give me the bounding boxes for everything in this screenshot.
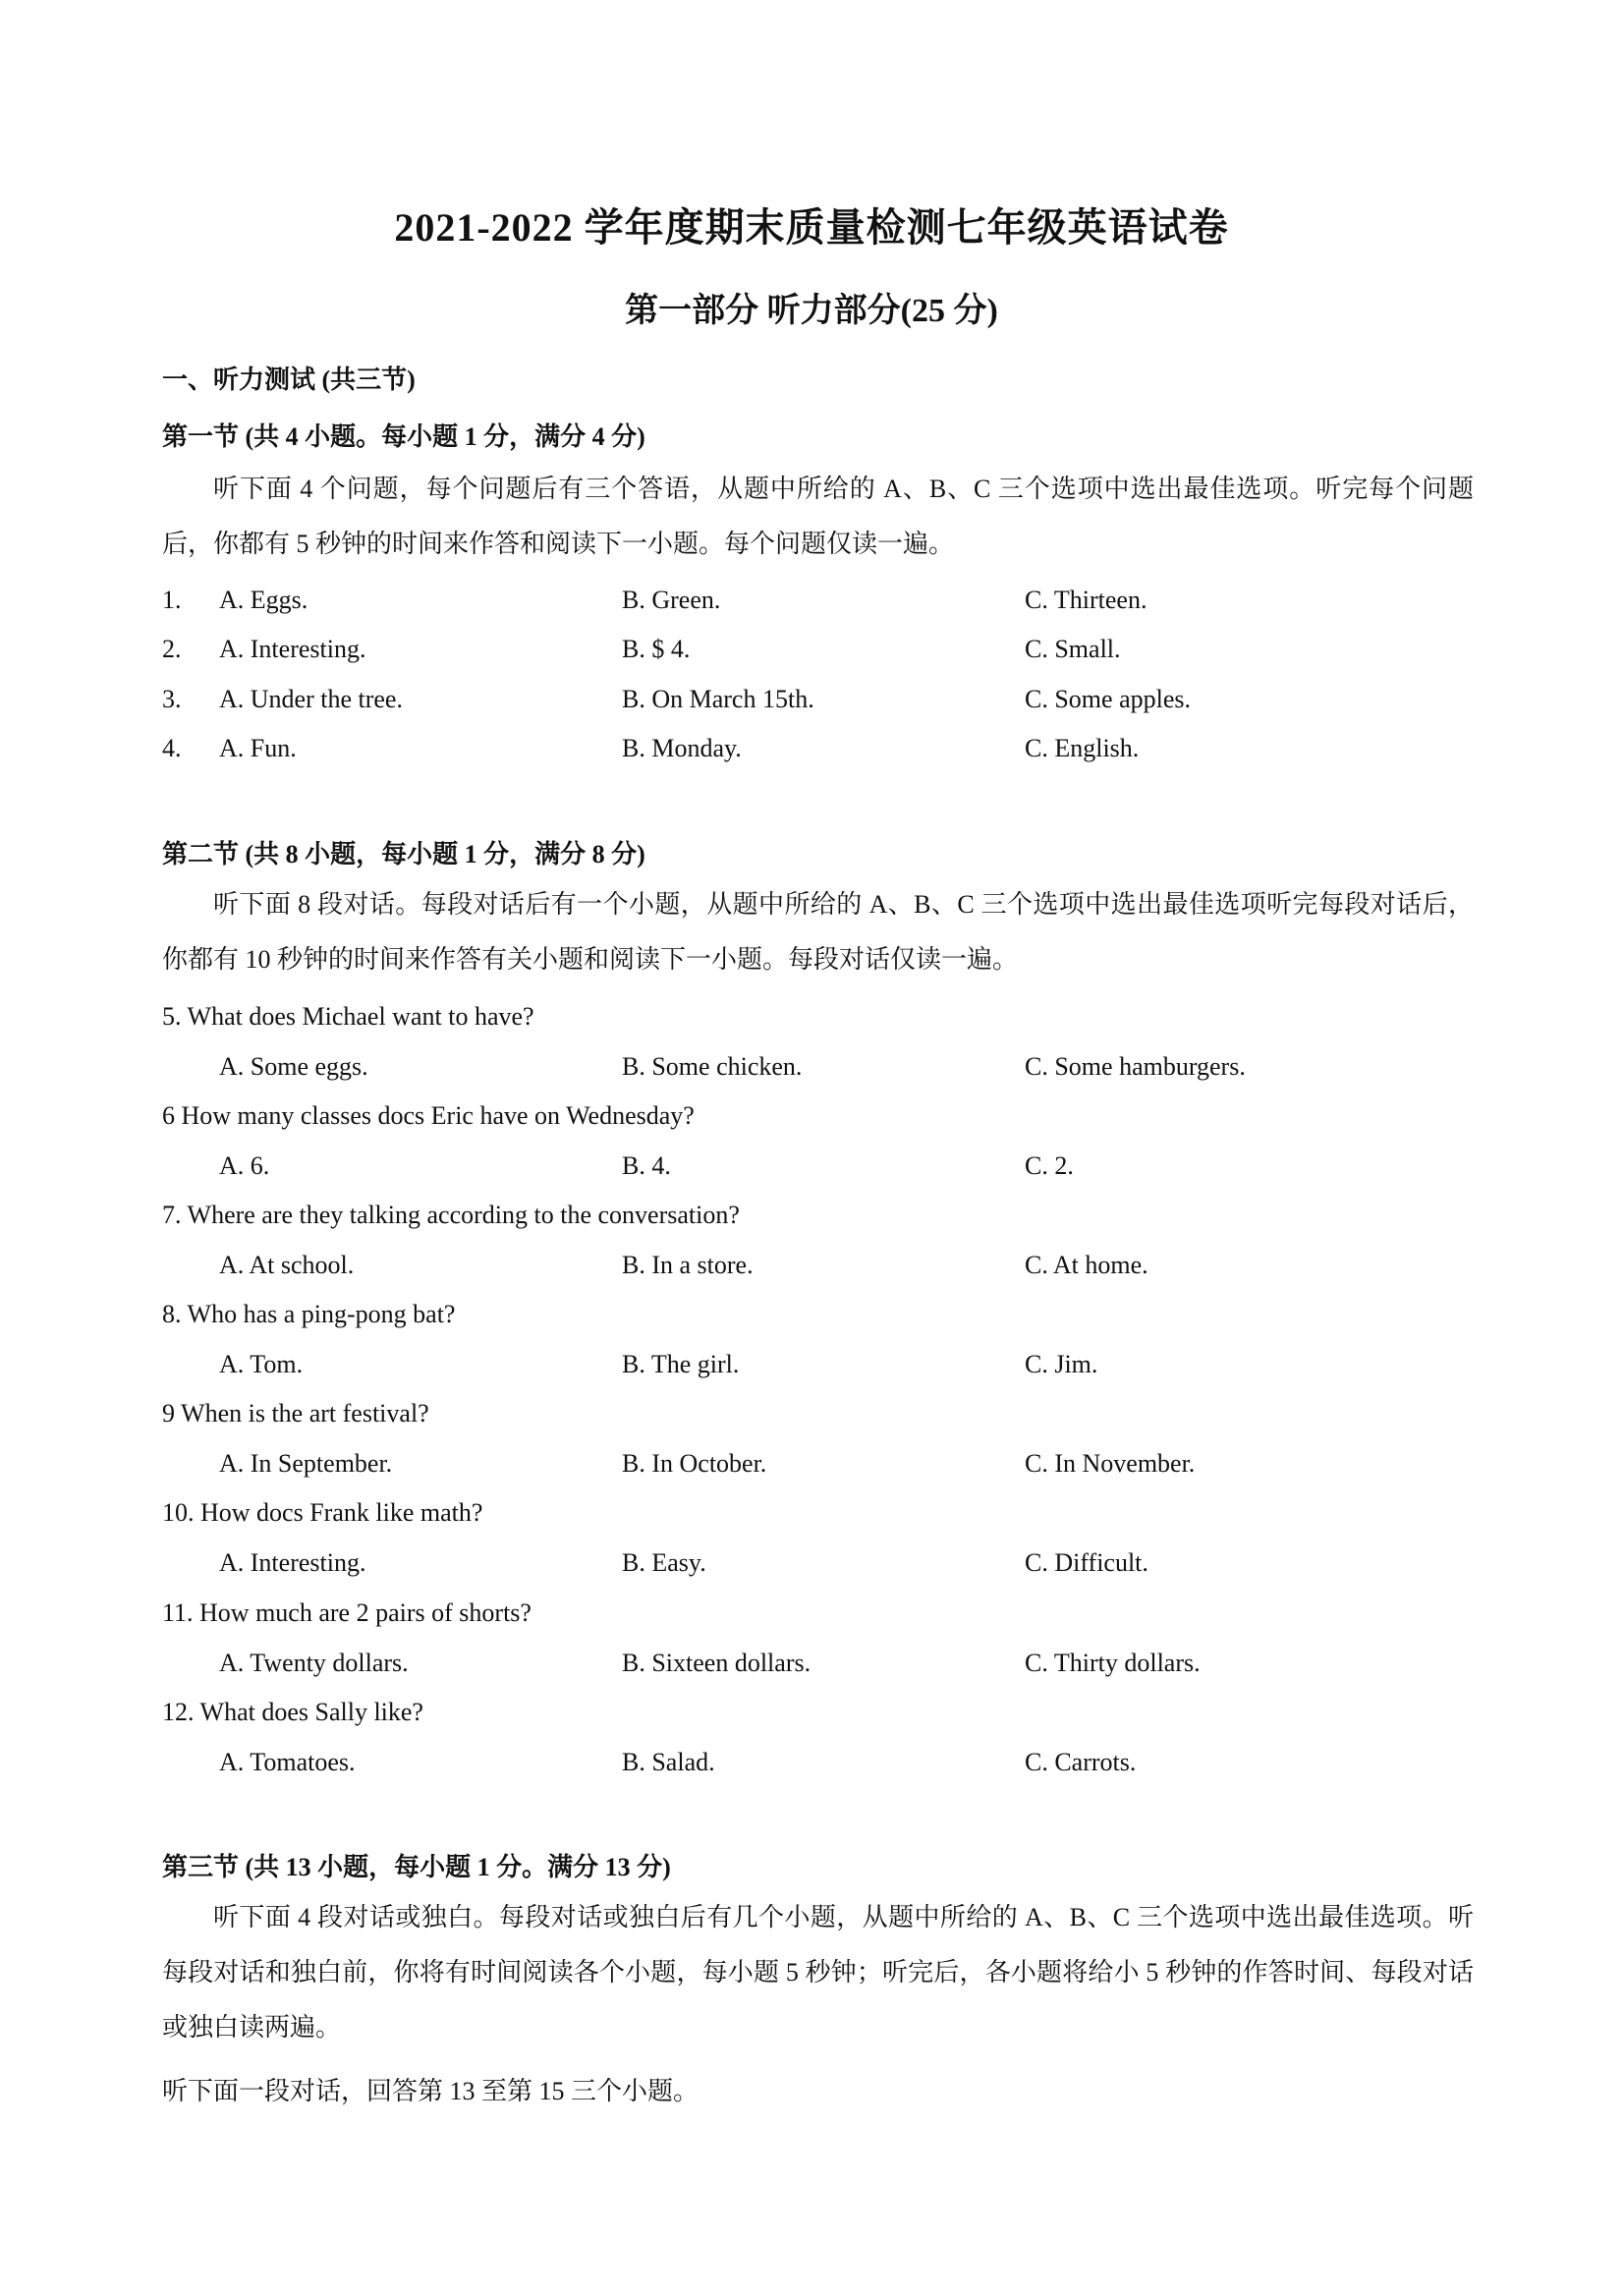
option-c: C. At home. xyxy=(1025,1251,1148,1279)
option-a: A. Interesting. xyxy=(219,635,366,663)
list-item xyxy=(162,1548,1474,1582)
section3-note: 听下面一段对话，回答第 13 至第 15 三个小题。 xyxy=(162,2077,700,2105)
question-text: 11. How much are 2 pairs of shorts? xyxy=(162,1598,532,1627)
section2-heading: 第二节 (共 8 小题，每小题 1 分，满分 8 分) xyxy=(162,840,645,868)
option-c: C. Difficult. xyxy=(1025,1548,1148,1577)
option-b: B. Monday. xyxy=(622,734,742,762)
exam-title: 2021-2022 学年度期末质量检测七年级英语试卷 xyxy=(394,205,1229,250)
question-text: 9 When is the art festival? xyxy=(162,1399,429,1428)
section1-instructions: 听下面 4 个问题，每个问题后有三个答语，从题中所给的 A、B、C 三个选项中选出最佳选项。听完每个问题后，你都有 5 秒钟的时间来作答和阅读下一小题。每个问题仅读一遍。 xyxy=(162,475,1474,558)
part-subtitle: 第一部分 听力部分(25 分) xyxy=(625,293,998,329)
option-a: A. Fun. xyxy=(219,734,297,762)
list-item xyxy=(162,1748,1474,1781)
list-item xyxy=(162,635,1474,668)
option-a: A. 6. xyxy=(219,1151,270,1180)
list-item xyxy=(162,1151,1474,1185)
option-a: A. At school. xyxy=(219,1251,355,1279)
option-c: C. Some hamburgers. xyxy=(1025,1052,1246,1081)
option-a: A. Tom. xyxy=(219,1350,304,1378)
section3-heading: 第三节 (共 13 小题，每小题 1 分。满分 13 分) xyxy=(162,1853,671,1881)
option-b: B. Easy. xyxy=(622,1548,706,1577)
option-c: C. Thirteen. xyxy=(1025,586,1147,614)
question-text: 10. How docs Frank like math? xyxy=(162,1498,483,1527)
option-c: C. Small. xyxy=(1025,635,1121,663)
list-item xyxy=(162,1649,1474,1682)
option-b: B. Some chicken. xyxy=(622,1052,803,1081)
option-b: B. On March 15th. xyxy=(622,685,814,713)
option-b: B. Salad. xyxy=(622,1748,715,1776)
section2-instructions: 听下面 8 段对话。每段对话后有一个小题，从题中所给的 A、B、C 三个选项中选出最佳选项听完每段对话后，你都有 10 秒钟的时间来作答有关小题和阅读下一小题。每段对话仅读一遍。 xyxy=(162,890,1474,974)
option-a: A. Under the tree. xyxy=(219,685,403,713)
option-a: A. Tomatoes. xyxy=(219,1748,356,1776)
option-a: A. Twenty dollars. xyxy=(219,1649,409,1677)
option-b: B. In a store. xyxy=(622,1251,754,1279)
option-b: B. 4. xyxy=(622,1151,671,1180)
option-c: C. English. xyxy=(1025,734,1140,762)
item-number: 1. xyxy=(162,586,182,614)
option-c: C. Jim. xyxy=(1025,1350,1098,1378)
option-c: C. 2. xyxy=(1025,1151,1074,1180)
option-b: B. Sixteen dollars. xyxy=(622,1649,812,1677)
option-a: A. Some eggs. xyxy=(219,1052,368,1081)
item-number: 3. xyxy=(162,685,182,713)
list-item xyxy=(162,1052,1474,1086)
question-text: 8. Who has a ping-pong bat? xyxy=(162,1300,456,1328)
list-item xyxy=(162,734,1474,767)
item-number: 2. xyxy=(162,635,182,663)
option-c: C. Thirty dollars. xyxy=(1025,1649,1201,1677)
option-a: A. In September. xyxy=(219,1449,393,1478)
list-item xyxy=(162,1449,1474,1483)
option-a: A. Interesting. xyxy=(219,1548,366,1577)
section3-instructions: 听下面 4 段对话或独白。每段对话或独白后有几个小题，从题中所给的 A、B、C 三个选项中选出最佳选项。听每段对话和独白前，你将有时间阅读各个小题，每小题 5 秒钟；听完后，各小题将给小 5 秒钟的作答时间、每段对话或独白读两遍。 xyxy=(162,1903,1474,2042)
list-item xyxy=(162,1350,1474,1383)
question-text: 7. Where are they talking according to the conversation? xyxy=(162,1201,740,1229)
item-number: 4. xyxy=(162,734,182,762)
list-item xyxy=(162,586,1474,619)
question-text: 12. What does Sally like? xyxy=(162,1698,423,1726)
option-b: B. Green. xyxy=(622,586,721,614)
question-text: 6 How many classes docs Eric have on Wednesday? xyxy=(162,1101,695,1130)
option-c: C. In November. xyxy=(1025,1449,1196,1478)
question-text: 5. What does Michael want to have? xyxy=(162,1002,534,1031)
option-c: C. Some apples. xyxy=(1025,685,1191,713)
option-b: B. In October. xyxy=(622,1449,767,1478)
section1-heading: 第一节 (共 4 小题。每小题 1 分，满分 4 分) xyxy=(162,422,645,451)
list-item xyxy=(162,1251,1474,1284)
option-c: C. Carrots. xyxy=(1025,1748,1137,1776)
option-b: B. $ 4. xyxy=(622,635,691,663)
list-item xyxy=(162,685,1474,718)
option-b: B. The girl. xyxy=(622,1350,740,1378)
option-a: A. Eggs. xyxy=(219,586,308,614)
part-heading: 一、听力测试 (共三节) xyxy=(162,365,416,394)
